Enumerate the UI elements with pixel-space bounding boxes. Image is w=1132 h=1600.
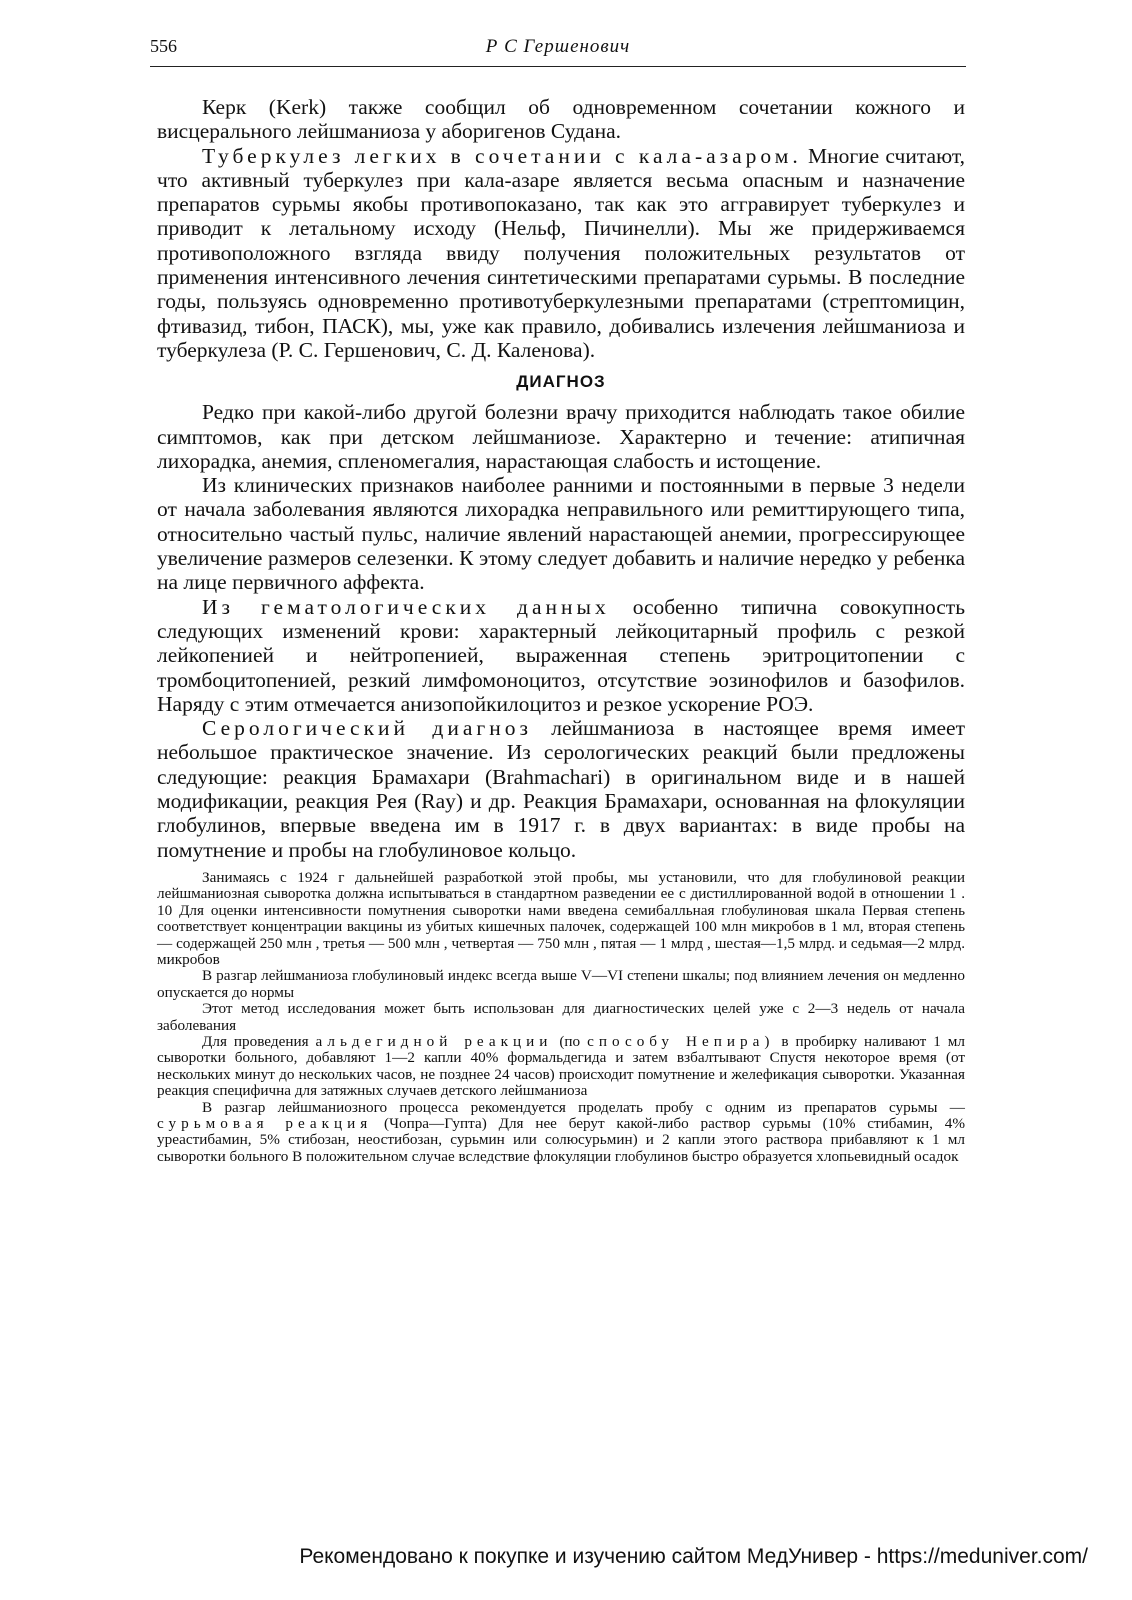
paragraph-text: (по [552,1032,588,1050]
running-title: Р С Гершенович [485,36,631,57]
spaced-term: Серологический диагноз [202,716,532,741]
paragraph-text: Многие считают, что активный туберкулез при кала-азаре является весьма опасным и назначение препаратов сурьмы якобы противопоказано, так как это аггравирует туберкулез и приводит к летальному исходу (Нельф, Пичинелли). Мы же придерживаемся противоположного взгляда ввиду получения положительных результатов от применения интенсивного лечения синтетическими препаратами сурьмы. В последние годы, пользуясь одновременно противотуберкулезными препаратами (стрептомицин, фтивазид, тибон, ПАСК), мы, уже как правило, добивались излечения лейшманиоза и туберкулеза (Р. С. Гершенович, С. Д. Каленова). [157,143,965,362]
page-body [157,95,965,1165]
small-paragraph-aldehyde-reaction [157,1034,965,1100]
paragraph-text: (Чопра—Гупта) Для нее берут какой-либо раствор сурьмы (10% стибамин, 4% уреастибамин, 5% стибозан, неостибозан, сурьмин или солюсурьмин) и 2 капли этого раствора прибавляют к 1 мл сыворотки больного В положительном случае вследствие флокуляции глобулинов быстро образуется хлопьевидный осадок [157,1115,965,1165]
small-paragraph-antimony-reaction [157,1100,965,1166]
paragraph-serology [157,716,965,862]
footer-watermark: Рекомендовано к покупке и изучению сайтом МедУнивер - https://meduniver.com/ [299,1545,1088,1568]
spaced-term: альдегидной реакции [315,1032,553,1050]
paragraph-text: В разгар лейшманиозного процесса рекомендуется проделать пробу с одним из препаратов сурьмы — [202,1098,965,1116]
paragraph-text: Для проведения [202,1032,316,1050]
paragraph-text: в пробирку наливают 1 мл сыворотки больного, добавляют 1—2 капли 40% формальдегида и затем взбалтывают Спустя некоторое время (от нескольких минут до нескольких часов, не позднее 24 часов) происходит помутнение и желефикация сыворотки. Указанная реакция специфична для затяжных случаев детского лейшманиоза [157,1032,965,1100]
small-paragraph-globulin-index: В разгар лейшманиоза глобулиновый индекс всегда выше V—VI степени шкалы; под влиянием лечения он медленно опускается до нормы [157,967,965,1001]
paragraph-symptoms: Редко при какой-либо другой болезни врачу приходится наблюдать такое обилие симптомов, как при детском лейшманиозе. Характерно и течение: атипичная лихорадка, анемия, спленомегалия, нарастающая слабость и истощение. [157,400,965,473]
paragraph-hematology [157,595,965,716]
paragraph-clinical-signs: Из клинических признаков наиболее ранними и постоянными в первые 3 недели от начала заболевания являются лихорадка неправильного или ремиттирующего типа, относительно частый пульс, наличие явлений нарастающей анемии, прогрессирующее увеличение размеров селезенки. К этому следует добавить и наличие нередко у ребенка на лице первичного аффекта. [157,473,965,595]
page-header [150,36,966,67]
section-heading: ДИАГНОЗ [516,372,606,392]
spaced-term: Туберкулез легких в сочетании с кала-азаром. [202,143,802,168]
small-paragraph-method-use: Этот метод исследования может быть использован для диагностических целей уже с 2—3 недель от начала заболевания [157,1000,965,1034]
page-number: 556 [150,36,177,56]
small-paragraph-globulin-scale: Занимаясь с 1924 г дальнейшей разработкой этой пробы, мы установили, что для глобулиновой реакции лейшманиозная сыворотка должна испытываться в стандартном разведении ее с дистиллированной водой в отношении 1 . 10 Для оценки интенсивности помутнения сыворотки нами введена семибалльная глобулиновая шкала Первая степень соответствует концентрации вакцины из убитых кишечных палочек, содержащей 100 млн микробов в 1 мл, вторая степень — содержащей 250 млн , третья — 500 млн , четвертая — 750 млн , пятая — 1 млрд , шестая—1,5 млрд. и седьмая—2 млрд. микробов [157,868,965,968]
paragraph-text: лейшманиоза в настоящее время имеет небольшое практическое значение. Из серологических реакций были предложены следующие: реакция Брамахари (Brahmachari) в оригинальном виде и в нашей модификации, реакция Рея (Ray) и др. Реакция Брамахари, основанная на флокуляции глобулинов, впервые введена им в 1917 г. в двух вариантах: в виде пробы на помутнение и пробы на глобулиновое кольцо. [157,716,965,862]
paragraph-kerk: Керк (Kerk) также сообщил об одновременном сочетании кожного и висцерального лейшманиоза у аборигенов Судана. [157,95,965,144]
spaced-term: сурьмовая реакция [157,1115,373,1132]
paragraph-tuberculosis [157,144,965,363]
spaced-term: способу Непира) [587,1032,775,1050]
spaced-term: Из гематологических данных [202,594,610,619]
paragraph-text: особенно типична совокупность следующих изменений крови: характерный лейкоцитарный профиль с резкой лейкопенией и нейтропенией, выраженная степень эритроцитопении с тромбоцитопенией, резкий лимфомоноцитоз, отсутствие эозинофилов и базофилов. Наряду с этим отмечается анизопойкилоцитоз и резкое ускорение РОЭ. [157,594,965,716]
